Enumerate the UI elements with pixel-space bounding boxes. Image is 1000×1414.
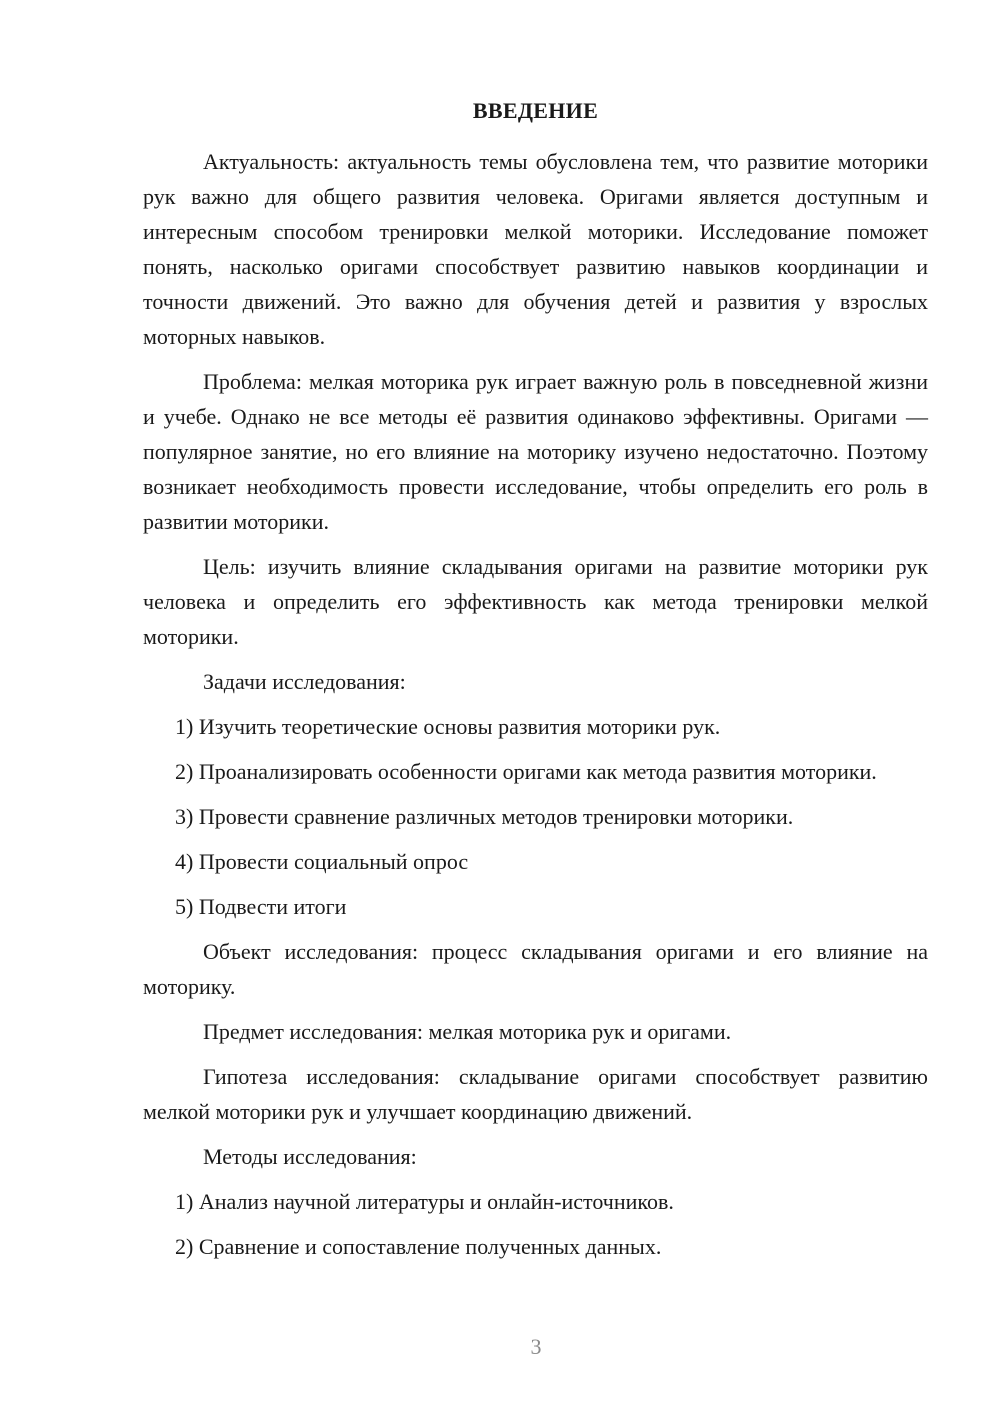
object-paragraph: Объект исследования: процесс складывания оригами и его влияние на моторику.	[143, 939, 928, 999]
hypothesis-paragraph: Гипотеза исследования: складывание оригами способствует развитию мелкой моторики рук и улучшает координацию движений.	[143, 1064, 928, 1124]
problem-paragraph: Проблема: мелкая моторика рук играет важную роль в повседневной жизни и учебе. Однако не все методы её развития одинаково эффективны. Оригами — популярное занятие, но его влияние на моторику изучено недостаточно. Поэтому возникает необходимость провести исследование, чтобы определить его роль в развитии моторики.	[143, 369, 928, 534]
task-item: 5) Подвести итоги	[175, 894, 347, 919]
page-number: 3	[530, 1334, 542, 1359]
task-item: 4) Провести социальный опрос	[175, 849, 469, 874]
methods-heading: Методы исследования:	[203, 1144, 417, 1169]
method-item: 1) Анализ научной литературы и онлайн-источников.	[175, 1189, 674, 1214]
task-item: 1) Изучить теоретические основы развития моторики рук.	[175, 714, 721, 739]
task-item: 3) Провести сравнение различных методов тренировки моторики.	[175, 804, 794, 829]
method-item: 2) Сравнение и сопоставление полученных данных.	[175, 1234, 662, 1259]
section-title: ВВЕДЕНИЕ	[472, 98, 599, 123]
goal-paragraph: Цель: изучить влияние складывания оригами на развитие моторики рук человека и определить его эффективность как метода тренировки мелкой моторики.	[143, 554, 928, 649]
page-content	[143, 96, 928, 1274]
task-item: 2) Проанализировать особенности оригами как метода развития моторики.	[175, 759, 877, 784]
relevance-paragraph: Актуальность: актуальность темы обусловлена тем, что развитие моторики рук важно для общего развития человека. Оригами является доступным и интересным способом тренировки мелкой моторики. Исследование поможет понять, насколько оригами способствует развитию навыков координации и точности движений. Это важно для обучения детей и развития у взрослых моторных навыков.	[143, 149, 928, 349]
subject-paragraph: Предмет исследования: мелкая моторика рук и оригами.	[203, 1019, 732, 1044]
tasks-heading: Задачи исследования:	[203, 669, 406, 694]
